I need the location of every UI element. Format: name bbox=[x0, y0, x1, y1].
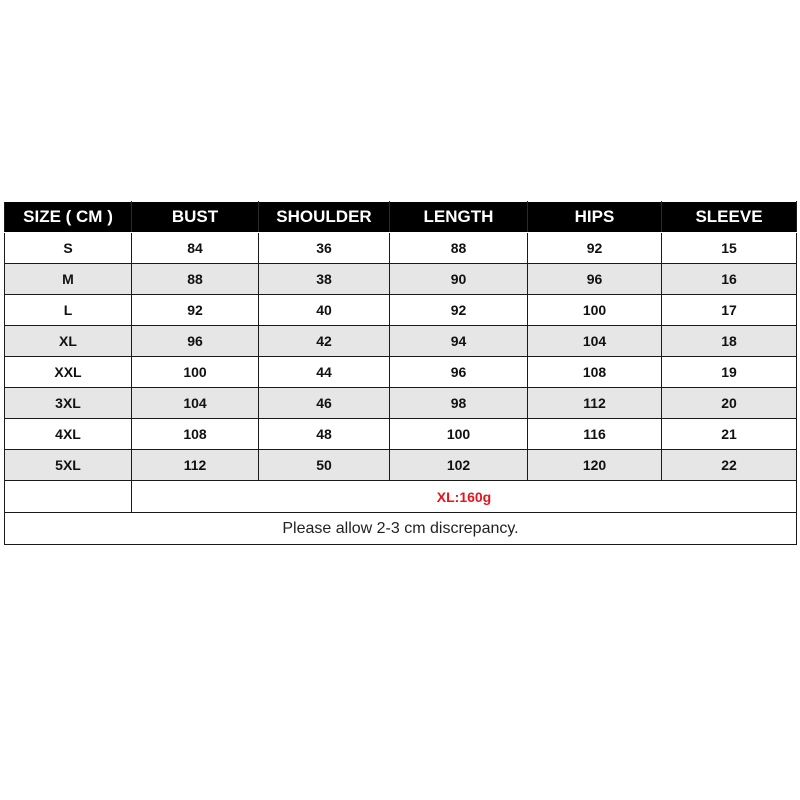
cell-shoulder: 36 bbox=[259, 233, 390, 264]
header-size: SIZE ( CM ) bbox=[5, 202, 132, 233]
cell-bust: 100 bbox=[132, 357, 259, 388]
cell-sleeve: 17 bbox=[662, 295, 797, 326]
cell-hips: 112 bbox=[528, 388, 662, 419]
cell-size: L bbox=[5, 295, 132, 326]
header-sleeve: SLEEVE bbox=[662, 202, 797, 233]
table-row bbox=[5, 326, 797, 357]
cell-sleeve: 16 bbox=[662, 264, 797, 295]
table-row bbox=[5, 295, 797, 326]
cell-size: 4XL bbox=[5, 419, 132, 450]
cell-bust: 104 bbox=[132, 388, 259, 419]
cell-bust: 88 bbox=[132, 264, 259, 295]
table-row bbox=[5, 388, 797, 419]
cell-shoulder: 44 bbox=[259, 357, 390, 388]
cell-length: 98 bbox=[390, 388, 528, 419]
weight-note: XL:160g bbox=[436, 488, 492, 505]
cell-sleeve: 19 bbox=[662, 357, 797, 388]
table-row bbox=[5, 233, 797, 264]
cell-length: 94 bbox=[390, 326, 528, 357]
table-row bbox=[5, 419, 797, 450]
cell-bust: 92 bbox=[132, 295, 259, 326]
cell-shoulder: 50 bbox=[259, 450, 390, 481]
size-chart-table bbox=[4, 201, 797, 545]
discrepancy-note: Please allow 2-3 cm discrepancy. bbox=[5, 513, 797, 545]
cell-sleeve: 18 bbox=[662, 326, 797, 357]
weight-row bbox=[5, 481, 797, 513]
cell-size: 5XL bbox=[5, 450, 132, 481]
discrepancy-row bbox=[5, 513, 797, 545]
cell-sleeve: 20 bbox=[662, 388, 797, 419]
cell-bust: 84 bbox=[132, 233, 259, 264]
cell-length: 100 bbox=[390, 419, 528, 450]
cell-sleeve: 15 bbox=[662, 233, 797, 264]
cell-length: 88 bbox=[390, 233, 528, 264]
header-row bbox=[5, 202, 797, 233]
cell-bust: 112 bbox=[132, 450, 259, 481]
cell-hips: 116 bbox=[528, 419, 662, 450]
cell-bust: 96 bbox=[132, 326, 259, 357]
weight-note-cell bbox=[132, 481, 797, 513]
table-row bbox=[5, 357, 797, 388]
cell-size: XL bbox=[5, 326, 132, 357]
table-row bbox=[5, 264, 797, 295]
cell-sleeve: 21 bbox=[662, 419, 797, 450]
cell-length: 92 bbox=[390, 295, 528, 326]
header-hips: HIPS bbox=[528, 202, 662, 233]
cell-shoulder: 42 bbox=[259, 326, 390, 357]
cell-hips: 100 bbox=[528, 295, 662, 326]
cell-size: 3XL bbox=[5, 388, 132, 419]
cell-hips: 120 bbox=[528, 450, 662, 481]
cell-shoulder: 48 bbox=[259, 419, 390, 450]
cell-hips: 104 bbox=[528, 326, 662, 357]
header-bust: BUST bbox=[132, 202, 259, 233]
cell-hips: 96 bbox=[528, 264, 662, 295]
cell-size: XXL bbox=[5, 357, 132, 388]
cell-size: M bbox=[5, 264, 132, 295]
cell-shoulder: 40 bbox=[259, 295, 390, 326]
cell-hips: 108 bbox=[528, 357, 662, 388]
weight-row-blank-cell bbox=[5, 481, 132, 513]
table-row bbox=[5, 450, 797, 481]
cell-sleeve: 22 bbox=[662, 450, 797, 481]
cell-length: 90 bbox=[390, 264, 528, 295]
cell-length: 102 bbox=[390, 450, 528, 481]
header-shoulder: SHOULDER bbox=[259, 202, 390, 233]
header-length: LENGTH bbox=[390, 202, 528, 233]
cell-size: S bbox=[5, 233, 132, 264]
cell-shoulder: 46 bbox=[259, 388, 390, 419]
cell-hips: 92 bbox=[528, 233, 662, 264]
cell-shoulder: 38 bbox=[259, 264, 390, 295]
cell-bust: 108 bbox=[132, 419, 259, 450]
cell-length: 96 bbox=[390, 357, 528, 388]
